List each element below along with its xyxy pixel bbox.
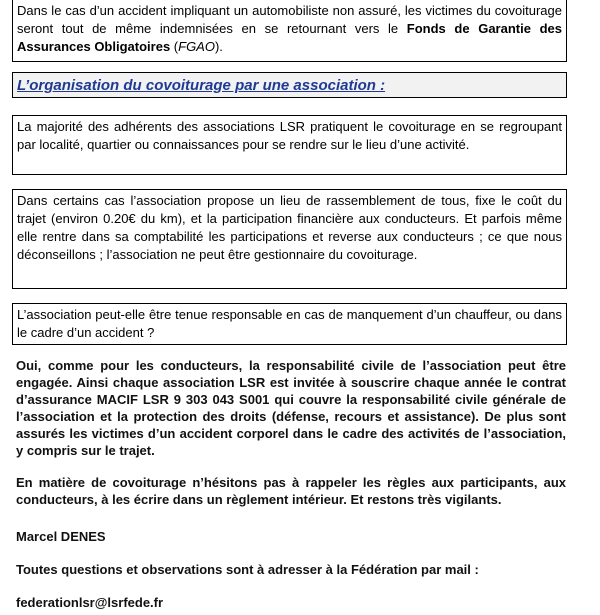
contact-text: Toutes questions et observations sont à adresser à la Fédération par mail :: [16, 562, 479, 577]
uninsured-driver-text: Dans le cas d’un accident impliquant un automobiliste non assuré, les victimes du covoiturage seront tout de même indemnisées en se retournant vers le: [17, 3, 562, 36]
fgao-fund-name: Fonds de Garantie des Assurances Obligatoires: [17, 21, 562, 54]
liability-answer-text: Oui, comme pour les conducteurs, la responsabilité civile de l’association peut être engagée. Ainsi chaque association LSR est invitée à souscrire chaque année le contrat d’assurance MACIF LSR 9 303 043 S001 qui couvre la responsabilité civile générale de l’association et la protection des droits (défense, recours et assistance). De plus sont assurés les victimes d’un accident corporel dans le cadre des activités de l’association,: [16, 358, 566, 441]
liability-question-text: L’association peut-elle être tenue responsable en cas de manquement d’un chauffeur, ou dans le cadre d’un accident ?: [17, 307, 562, 340]
signature: [16, 528, 566, 545]
liability-question-box: [12, 303, 567, 345]
contact-paragraph: [16, 561, 566, 578]
fgao-open-paren: (: [170, 39, 179, 54]
liability-answer-emphasis: y compris sur le trajet.: [16, 443, 155, 458]
members-carpool-box: [12, 115, 567, 175]
reminder-paragraph: [16, 474, 566, 508]
liability-answer-paragraph: [16, 357, 566, 459]
uninsured-driver-box: [12, 0, 567, 62]
association-organization-box: [12, 189, 567, 289]
signature-name: Marcel DENES: [16, 529, 106, 544]
section-heading: [12, 72, 567, 98]
members-carpool-text: La majorité des adhérents des associations LSR pratiquent le covoiturage en se regroupant par localité, quartier ou connaissances pour se rendre sur le lieu d’une activité.: [17, 119, 562, 152]
fgao-close-paren: ).: [214, 39, 223, 54]
reminder-text: En matière de covoiturage n’hésitons pas à rappeler les règles aux participants, aux conducteurs, à les écrire dans un règlement intérieur. Et restons très vigilants.: [16, 475, 566, 507]
contact-email[interactable]: [16, 594, 566, 611]
contact-email-link[interactable]: federationlsr@lsrfede.fr: [16, 595, 164, 610]
section-title: L’organisation du covoiturage par une association :: [17, 77, 386, 94]
association-organization-text: Dans certains cas l’association propose un lieu de rassemblement de tous, fixe le coût du trajet (environ 0.20€ du km), et la participation financière aux conducteurs. Et parfois même elle rentre dans sa comptabilité les participations et reverse aux conducteurs ; ce que nous déconseillons ; l’association ne peut être gestionnaire du covoiturage.: [17, 193, 562, 262]
fgao-abbreviation: FGAO: [178, 39, 215, 54]
